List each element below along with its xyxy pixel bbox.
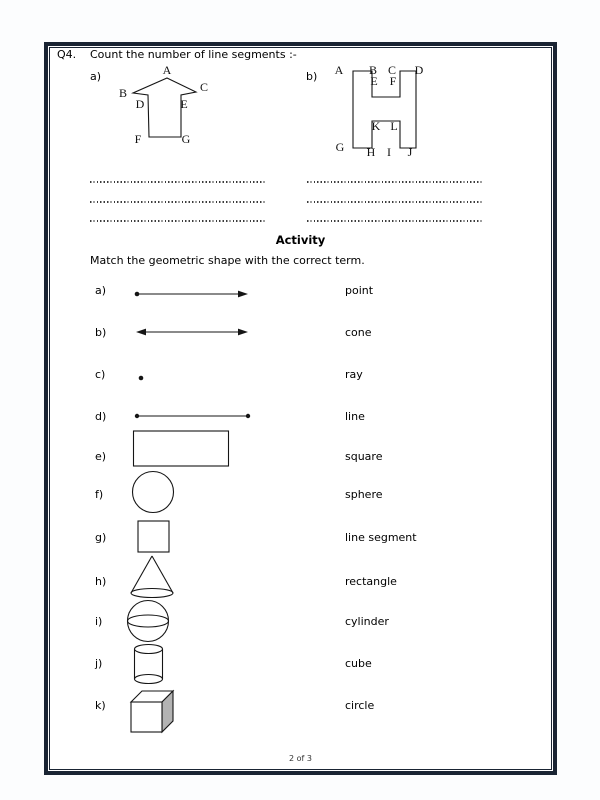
point-label: F [134, 132, 142, 146]
point-label: E [180, 97, 188, 111]
term-label: circle [345, 699, 375, 712]
item-label: k) [95, 699, 106, 712]
item-label: b) [95, 326, 107, 339]
item-label: f) [95, 488, 104, 501]
item-label: h) [95, 575, 107, 588]
point-label: D [414, 63, 424, 77]
answer-line [307, 220, 482, 222]
point-label: G [181, 132, 191, 146]
term-label: point [345, 284, 374, 297]
point-label: C [199, 80, 209, 94]
arrow-figure [110, 57, 230, 149]
activity-title: Activity [275, 233, 326, 247]
term-label: cone [345, 326, 372, 339]
item-label: d) [95, 410, 107, 423]
ray-figure [130, 288, 254, 300]
answer-line [90, 181, 266, 183]
item-label: g) [95, 531, 107, 544]
point-label: G [335, 140, 345, 154]
point-figure [134, 372, 148, 384]
line-segment-figure [130, 410, 254, 422]
item-label: i) [95, 615, 103, 628]
cube-figure [129, 688, 177, 736]
term-label: square [345, 450, 383, 463]
activity-instruction: Match the geometric shape with the correct term. [90, 254, 365, 267]
page-number: 2 of 3 [289, 754, 312, 763]
answer-line [307, 181, 482, 183]
answer-line [90, 201, 266, 203]
point-label: J [407, 145, 413, 159]
point-label: H [366, 145, 376, 159]
h-shape-figure [330, 58, 430, 166]
term-label: sphere [345, 488, 383, 501]
line-figure [130, 326, 254, 338]
question-number: Q4. [57, 48, 77, 61]
rectangle-figure [132, 429, 231, 469]
point-label: A [334, 63, 344, 77]
point-label: D [135, 97, 145, 111]
item-label: c) [95, 368, 106, 381]
point-label: F [389, 74, 397, 88]
term-label: line segment [345, 531, 417, 544]
answer-line [307, 201, 482, 203]
circle-figure [130, 469, 176, 515]
point-label: K [371, 119, 381, 133]
item-label: j) [95, 657, 103, 670]
item-label: e) [95, 450, 107, 463]
point-label: B [118, 86, 128, 100]
sphere-figure [125, 598, 171, 644]
term-label: cylinder [345, 615, 389, 628]
point-label: C [387, 63, 397, 77]
cylinder-figure [132, 642, 165, 686]
point-label: B [368, 63, 378, 77]
cone-figure [128, 554, 176, 600]
point-label: I [387, 145, 391, 159]
answer-line [90, 220, 266, 222]
figure-a-label: a) [90, 70, 102, 83]
term-label: line [345, 410, 365, 423]
point-label: E [370, 74, 378, 88]
term-label: ray [345, 368, 363, 381]
term-label: rectangle [345, 575, 397, 588]
point-label: L [390, 119, 398, 133]
question-text: Count the number of line segments :- [90, 48, 297, 61]
point-label: A [162, 63, 172, 77]
square-figure [136, 519, 172, 555]
term-label: cube [345, 657, 372, 670]
page-border-frame [44, 42, 557, 775]
item-label: a) [95, 284, 107, 297]
figure-b-label: b) [306, 70, 318, 83]
page-border-inner-line [49, 47, 552, 770]
